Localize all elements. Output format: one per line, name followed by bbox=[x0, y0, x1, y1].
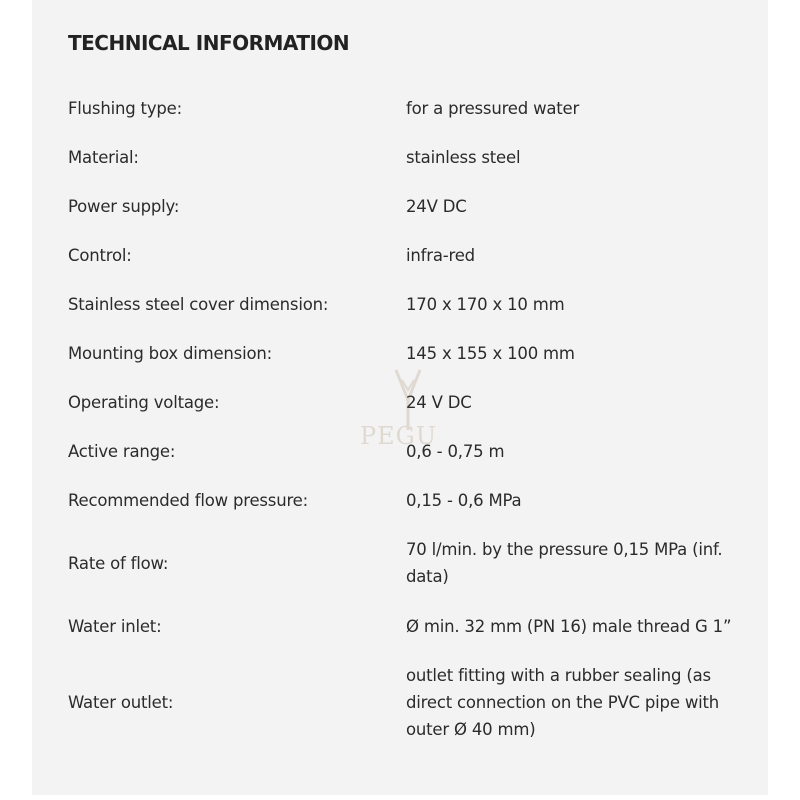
spec-value: Ø min. 32 mm (PN 16) male thread G 1” bbox=[406, 617, 732, 636]
spec-value: 145 x 155 x 100 mm bbox=[406, 344, 575, 363]
spec-label: Power supply: bbox=[68, 197, 180, 216]
spec-value: outlet fitting with a rubber sealing (as direct connection on the PVC pipe with outer Ø 40 mm) bbox=[406, 666, 720, 739]
spec-value: 24 V DC bbox=[406, 393, 472, 412]
spec-label: Material: bbox=[68, 148, 139, 167]
spec-value: 0,15 - 0,6 MPa bbox=[406, 491, 522, 510]
spec-row-rate-of-flow bbox=[68, 536, 748, 590]
spec-label: Rate of flow: bbox=[68, 553, 169, 573]
spec-row-flushing-type bbox=[68, 95, 748, 122]
spec-label: Active range: bbox=[68, 442, 176, 461]
spec-row-power-supply bbox=[68, 193, 748, 220]
spec-row-material bbox=[68, 144, 748, 171]
spec-row-control bbox=[68, 242, 748, 269]
spec-row-cover-dimension bbox=[68, 291, 748, 318]
spec-value: stainless steel bbox=[406, 148, 521, 167]
spec-row-active-range bbox=[68, 438, 748, 465]
spec-label: Recommended flow pressure: bbox=[68, 491, 308, 510]
spec-row-water-outlet bbox=[68, 662, 748, 743]
technical-info-panel bbox=[32, 0, 768, 795]
spec-value: 170 x 170 x 10 mm bbox=[406, 295, 565, 314]
spec-label: Water inlet: bbox=[68, 617, 162, 636]
spec-label: Operating voltage: bbox=[68, 393, 220, 412]
spec-label: Control: bbox=[68, 246, 132, 265]
spec-value: 70 l/min. by the pressure 0,15 MPa (inf. data) bbox=[406, 540, 723, 586]
spec-row-mounting-box-dimension bbox=[68, 340, 748, 367]
section-title: TECHNICAL INFORMATION bbox=[68, 31, 350, 55]
spec-value: 0,6 - 0,75 m bbox=[406, 442, 505, 461]
spec-row-flow-pressure bbox=[68, 487, 748, 514]
spec-value: infra-red bbox=[406, 246, 475, 265]
spec-value: for a pressured water bbox=[406, 99, 580, 118]
spec-label: Flushing type: bbox=[68, 99, 182, 118]
spec-row-operating-voltage bbox=[68, 389, 748, 416]
spec-label: Water outlet: bbox=[68, 693, 174, 712]
spec-row-water-inlet bbox=[68, 613, 748, 640]
spec-label: Mounting box dimension: bbox=[68, 344, 272, 363]
spec-label: Stainless steel cover dimension: bbox=[68, 295, 329, 314]
spec-value: 24V DC bbox=[406, 197, 467, 216]
